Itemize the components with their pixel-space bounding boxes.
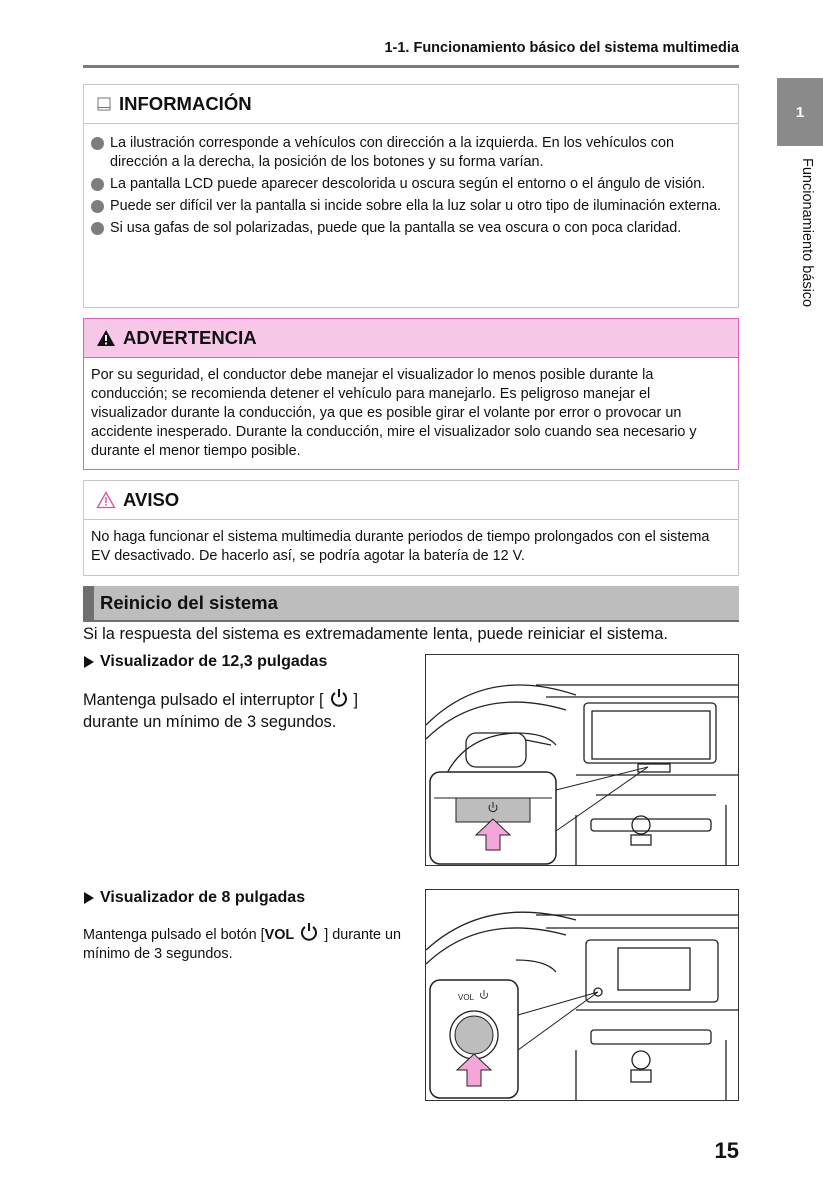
info-item: Puede ser difícil ver la pantalla si incide sobre ella la luz solar u otro tipo de iluminación externa. [90, 197, 726, 216]
notice-text: No haga funcionar el sistema multimedia durante periodos de tiempo prolongados con el sistema EV desactivado. De hacerlo así, se podría agotar la batería de 12 V. [91, 529, 710, 564]
instruction-8: Mantenga pulsado el botón [VOL ] durante un mínimo de 3 segundos. [83, 922, 418, 964]
vol-figure-label: VOL [458, 993, 475, 1002]
info-item: La ilustración corresponde a vehículos con dirección a la izquierda. En los vehículos con dirección a la derecha, la posición de los botones y su forma varían. [90, 134, 726, 172]
warning-title: ADVERTENCIA [123, 327, 257, 348]
bullet-icon [91, 137, 104, 150]
power-icon [300, 922, 318, 942]
page-number: 15 [714, 1138, 739, 1163]
dashboard-illustration [426, 890, 739, 1101]
info-title: INFORMACIÓN [119, 93, 252, 114]
bullet-icon [91, 200, 104, 213]
dashboard-illustration [426, 655, 739, 866]
triangle-bullet-icon [84, 656, 94, 668]
warning-triangle-icon [96, 329, 116, 347]
caution-triangle-icon [96, 491, 116, 509]
triangle-bullet-icon [84, 892, 94, 904]
figure-12-inch-display [425, 654, 739, 866]
header-rule [83, 65, 739, 68]
subsection-12-title: Visualizador de 12,3 pulgadas [84, 653, 327, 671]
bullet-icon [91, 178, 104, 191]
info-list [84, 124, 738, 238]
info-item: La pantalla LCD puede aparecer descolorida u oscura según el entorno o el ángulo de visión. [90, 175, 726, 194]
chapter-label: Funcionamiento básico [799, 158, 815, 308]
figure-8-inch-display [425, 889, 739, 1101]
warning-header [84, 319, 738, 358]
section-intro: Si la respuesta del sistema es extremadamente lenta, puede reiniciar el sistema. [83, 625, 668, 643]
notice-header [84, 481, 738, 520]
notice-title: AVISO [123, 489, 180, 510]
instruction-12: Mantenga pulsado el interruptor [ ] durante un mínimo de 3 segundos. [83, 688, 418, 733]
warning-text: Por su seguridad, el conductor debe manejar el visualizador lo menos posible durante la conducción; se recomienda detener el vehículo para manejarlo. Es peligroso manejar el visualizador durante la conducción, ya que es posible girar el volante por error o provocar un accidente inesperado. Durante la conducción, mire el visualizador solo cuando sea necesario y durante el menor tiempo posible. [91, 367, 697, 459]
section-heading: Reinicio del sistema [83, 586, 739, 620]
section-rule [83, 620, 739, 622]
chapter-tab [777, 78, 823, 146]
book-icon [96, 96, 112, 112]
chapter-number: 1 [795, 103, 805, 121]
info-item: Si usa gafas de sol polarizadas, puede que la pantalla se vea oscura o con poca claridad. [90, 219, 726, 238]
power-icon [330, 688, 348, 708]
subsection-8-title: Visualizador de 8 pulgadas [84, 889, 305, 907]
header-title: 1-1. Funcionamiento básico del sistema multimedia [384, 40, 739, 56]
warning-box [83, 318, 739, 470]
bullet-icon [91, 222, 104, 235]
notice-box [83, 480, 739, 576]
info-box [83, 84, 739, 308]
info-header [84, 85, 738, 124]
